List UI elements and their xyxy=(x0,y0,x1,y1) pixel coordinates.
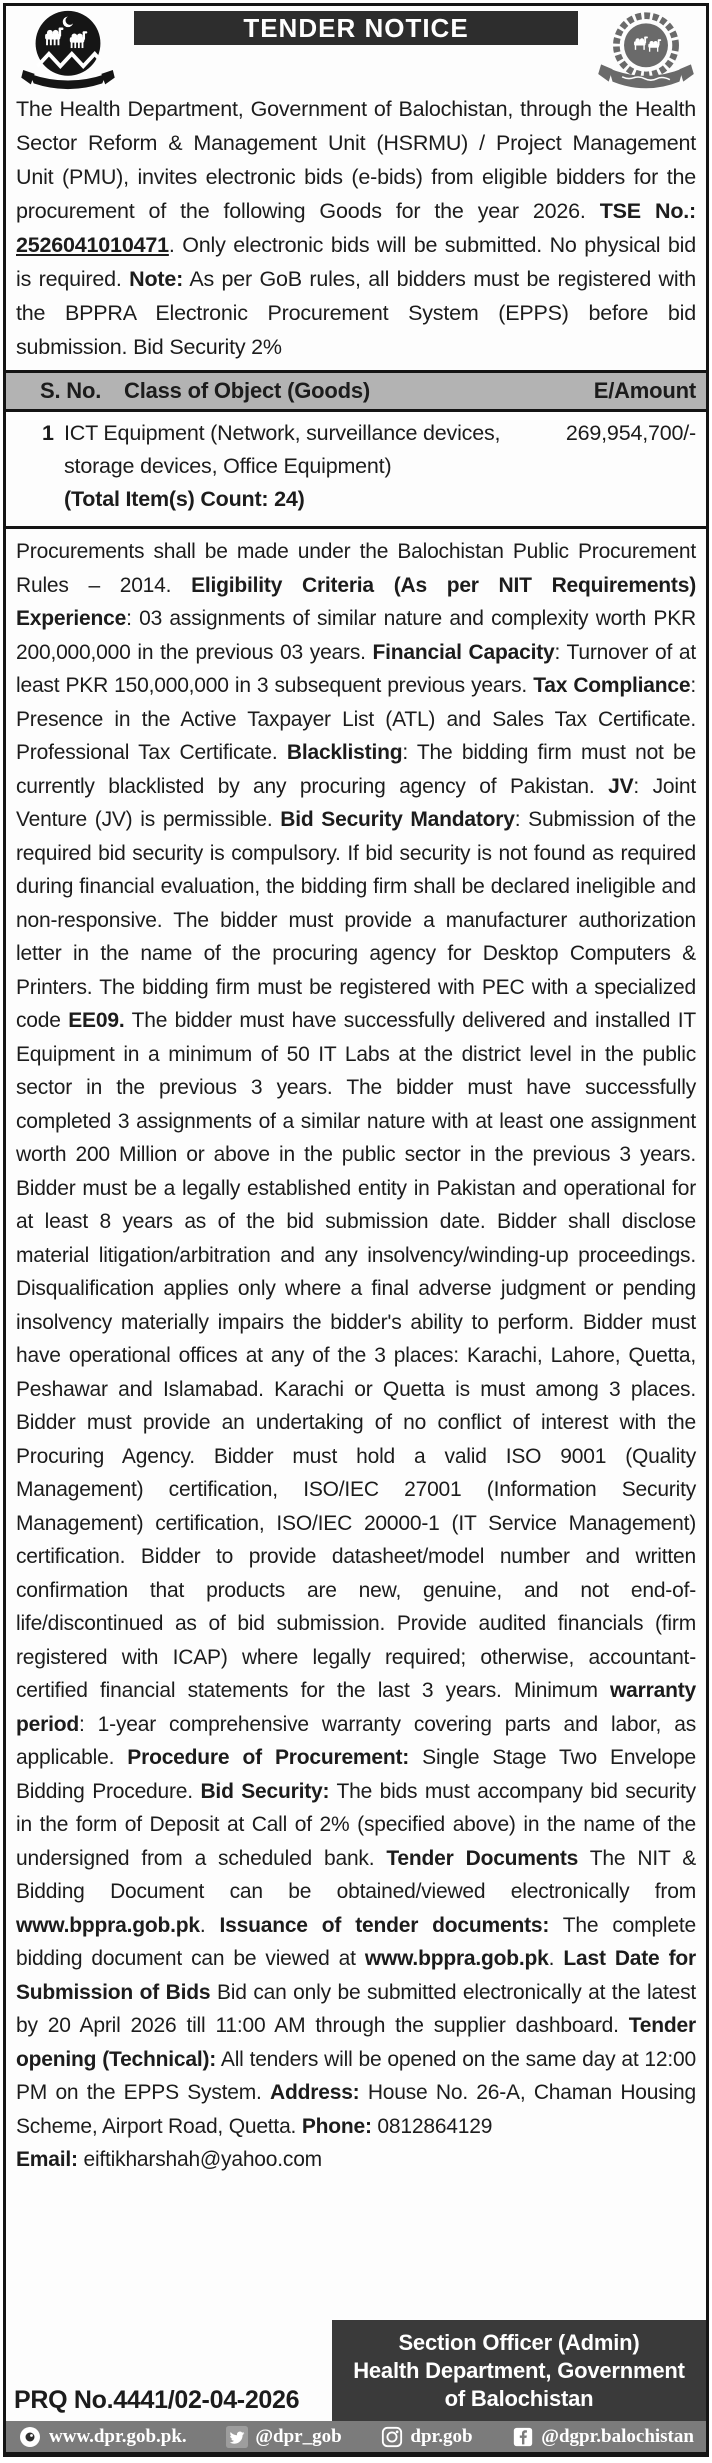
footer xyxy=(6,2320,706,2421)
twitter-handle: @dpr_gob xyxy=(255,2425,342,2447)
goods-count: (Total Item(s) Count: 24) xyxy=(64,487,305,511)
body-section xyxy=(6,529,706,2316)
cell-description xyxy=(64,417,536,516)
dgpr-logo-icon xyxy=(18,2425,42,2449)
instagram-icon xyxy=(381,2426,403,2448)
social-bar xyxy=(6,2421,706,2452)
tender-notice-page xyxy=(3,3,709,2457)
goods-description: ICT Equipment (Network, surveillance devices, storage devices, Office Equipment) xyxy=(64,421,501,478)
facebook-handle: @dgpr.balochistan xyxy=(541,2425,694,2447)
instagram-handle: dpr.gob xyxy=(410,2425,473,2447)
website-label: www.dpr.gob.pk. xyxy=(49,2425,187,2447)
facebook-icon xyxy=(512,2426,534,2448)
column-header-class: Class of Object (Goods) xyxy=(124,378,370,403)
signature-box xyxy=(332,2320,706,2421)
tender-notice-banner xyxy=(134,11,578,45)
header xyxy=(6,6,706,90)
signature-line-2: Health Department, Government xyxy=(353,2358,685,2383)
table-row xyxy=(6,412,706,526)
column-header-sno: S. No. xyxy=(40,378,102,403)
health-department-crest-icon xyxy=(590,9,702,100)
goods-table xyxy=(6,370,706,529)
prq-number: PRQ No.4441/02-04-2026 xyxy=(14,2386,300,2414)
intro-paragraph: The Health Department, Government of Balochistan, through the Health Sector Reform & Management Unit (HSRMU) / Project Management Unit (PMU), invites electronic bids (e-bids) from eligible bidders for the procurement of the following Goods for the year 2026. TSE No.: 2526041010471. Only electronic bids will be submitted. No physical bid is required. Note: As per GoB rules, all bidders must be registered with the BPPRA Electronic Procurement System (EPPS) before bid submission. Bid Security 2% xyxy=(16,97,696,359)
instagram-group xyxy=(381,2426,472,2448)
conditions-paragraph: Procurements shall be made under the Balochistan Public Procurement Rules – 2014. Eligibility Criteria (As per NIT Requirements) Experience: 03 assignments of similar nature and complexity worth PKR 200,000,000 in the previous 03 years. Financial Capacity: Turnover of at least PKR 150,000,000 in 3 subsequent previous years. Tax Compliance: Presence in the Active Taxpayer List (ATL) and Sales Tax Certificate. Professional Tax Certificate. Blacklisting: The bidding firm must not be currently blacklisted by any procuring agency of Pakistan. JV: Joint Venture (JV) is permissible. Bid Security Mandatory: Submission of the required bid security is compulsory. If bid security is not found as required during financial evaluation, the bidding firm shall be declared ineligible and non-responsive. The bidder must provide a manufacturer authorization letter in the name of the procuring agency for Desktop Computers & Printers. The bidding firm must be registered with PEC with a specialized code EE09. The bidder must have successfully delivered and installed IT Equipment in a minimum of 50 IT Labs at the district level in the public sector in the previous 3 years. The bidder must have successfully completed 3 assignments of a similar nature with at least one assignment worth 200 Million or above in the public sector in the previous 3 years. Bidder must be a legally established entity in Pakistan and operational for at least 8 years as of the bid submission date. Bidder shall disclose material litigation/arbitration and any insolvency/winding-up proceedings. Disqualification applies only where a final adverse judgment or pending insolvency materially impairs the bidder's ability to perform. Bidder must have operational offices at any of the 3 places: Karachi, Lahore, Quetta, Peshawar and Islamabad. Karachi or Quetta is must among 3 places. Bidder must provide an undertaking of no conflict of interest with the Procuring Agency. Bidder must hold a valid ISO 9001 (Quality Management) certification, ISO/IEC 27001 (Information Security Management) certification, ISO/IEC 20000-1 (IT Service Management) certification. Bidder to provide datasheet/model number and written confirmation that products are new, genuine, and not end-of-life/discontinued as of bid submission. Provide audited financials (firm registered with ICAP) where legally required; otherwise, accountant-certified financial statements for the last 3 years. Minimum warranty period: 1-year comprehensive warranty covering parts and labor, as applicable. Procedure of Procurement: Single Stage Two Envelope Bidding Procedure. Bid Security: The bids must accompany bid security in the form of Deposit at Call of 2% (specified above) in the name of the undersigned from a scheduled bank. Tender Documents The NIT & Bidding Document can be obtained/viewed electronically from www.bppra.gob.pk. Issuance of tender documents: The complete bidding document can be viewed at www.bppra.gob.pk. Last Date for Submission of Bids Bid can only be submitted electronically at the latest by 20 April 2026 till 11:00 AM through the supplier dashboard. Tender opening (Technical): All tenders will be opened on the same day at 12:00 PM on the EPPS System. Address: House No. 26-A, Chaman Housing Scheme, Airport Road, Quetta. Phone: 0812864129 xyxy=(16,540,697,2138)
website-group xyxy=(18,2425,187,2449)
signature-line-1: Section Officer (Admin) xyxy=(398,2330,640,2355)
column-header-amount: E/Amount xyxy=(593,378,696,403)
balochistan-government-crest-icon xyxy=(18,9,118,96)
email-line: Email: eiftikharshah@yahoo.com xyxy=(16,2148,322,2171)
twitter-group xyxy=(226,2426,341,2448)
twitter-icon xyxy=(226,2426,248,2448)
banner-title: TENDER NOTICE xyxy=(243,12,469,43)
table-header-row xyxy=(6,373,706,412)
cell-amount: 269,954,700/- xyxy=(565,421,696,445)
facebook-group xyxy=(512,2426,694,2448)
cell-sno: 1 xyxy=(42,421,54,445)
signature-line-3: of Balochistan xyxy=(444,2386,594,2411)
